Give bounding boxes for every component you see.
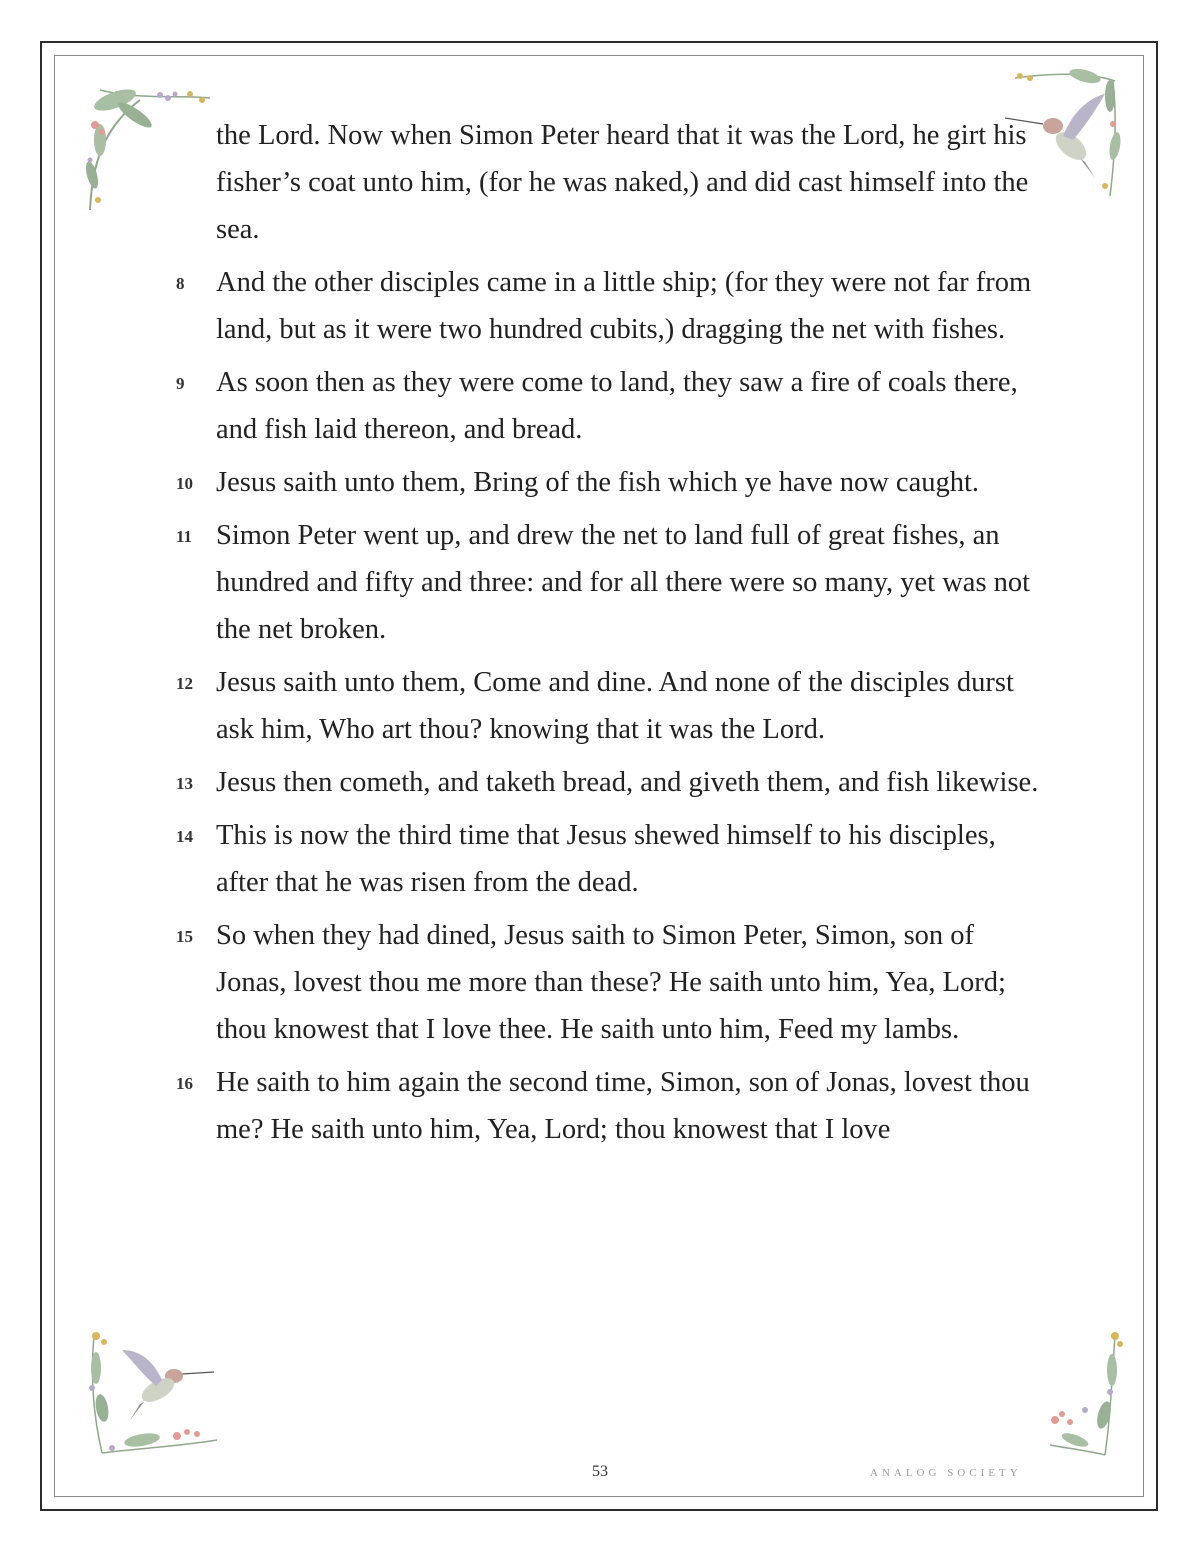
verse-text: So when they had dined, Jesus saith to Simon Peter, Simon, son of Jonas, lovest thou me more than these? He saith unto him, Yea, Lord; thou knowest that I love thee. He saith unto him, Feed my lambs.: [216, 920, 1006, 1045]
hummingbird-bottom-left-icon: [82, 1328, 222, 1458]
verse: [170, 1059, 1050, 1153]
verse: [170, 259, 1050, 353]
scripture-text: [170, 112, 1050, 1153]
verse-text: Jesus then cometh, and taketh bread, and giveth them, and fish likewise.: [216, 767, 1039, 798]
verse-text: As soon then as they were come to land, they saw a fire of coals there, and fish laid thereon, and bread.: [216, 367, 1018, 445]
verse-number: 16: [176, 1074, 193, 1093]
continued-verse-text: the Lord. Now when Simon Peter heard that it was the Lord, he girt his fisher’s coat unto him, (for he was naked,) and did cast himself into the sea.: [216, 120, 1029, 245]
verse: [170, 759, 1050, 806]
verse: [170, 459, 1050, 506]
verse: [170, 359, 1050, 453]
verse-number: 13: [176, 774, 193, 793]
verse-text: This is now the third time that Jesus shewed himself to his disciples, after that he was risen from the dead.: [216, 820, 996, 898]
verse-number: 8: [176, 274, 185, 293]
verse: [170, 659, 1050, 753]
verse-text: Simon Peter went up, and drew the net to land full of great fishes, an hundred and fifty and three: and for all there were so many, yet was not the net broken.: [216, 520, 1031, 645]
verse-text: Jesus saith unto them, Bring of the fish which ye have now caught.: [216, 467, 980, 498]
verse-number: 9: [176, 374, 185, 393]
verse-text: He saith to him again the second time, Simon, son of Jonas, lovest thou me? He saith unto him, Yea, Lord; thou knowest that I love: [216, 1067, 1030, 1145]
verse-number: 10: [176, 474, 193, 493]
footer-brand: ANALOG SOCIETY: [870, 1467, 1022, 1479]
verse-number: 14: [176, 827, 193, 846]
verse-text: Jesus saith unto them, Come and dine. And none of the disciples durst ask him, Who art thou? knowing that it was the Lord.: [216, 667, 1014, 745]
verse-number: 11: [176, 527, 193, 546]
verse: [170, 912, 1050, 1053]
verse-number: 12: [176, 674, 193, 693]
verse: [170, 812, 1050, 906]
verse: [170, 512, 1050, 653]
verse-text: And the other disciples came in a little ship; (for they were not far from land, but as it were two hundred cubits,) dragging the net with fishes.: [216, 267, 1032, 345]
verse-number: 15: [176, 927, 193, 946]
floral-corner-bottom-right-icon: [1040, 1330, 1130, 1460]
page-number: 53: [592, 1463, 608, 1480]
